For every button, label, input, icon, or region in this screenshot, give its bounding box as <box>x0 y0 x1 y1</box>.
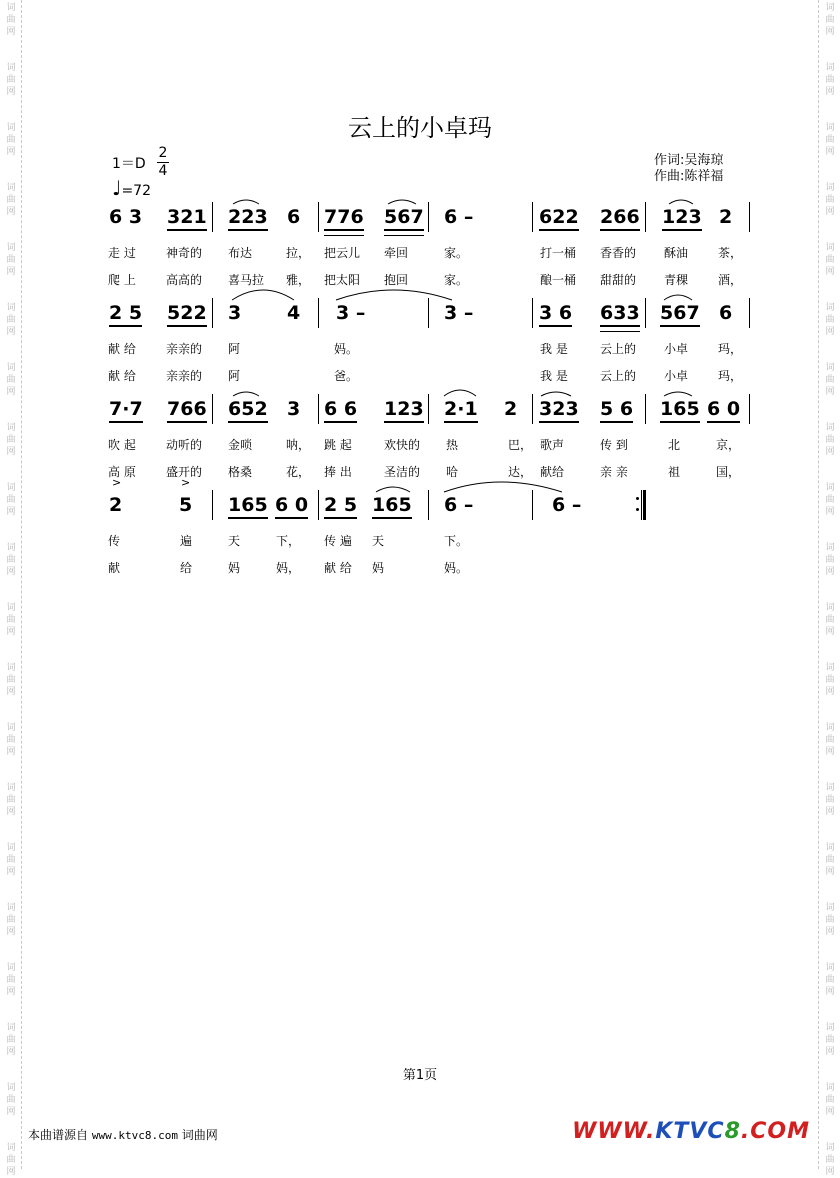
watermark-text: 词曲网 <box>825 783 835 817</box>
note-group: 2 <box>109 494 123 516</box>
watermark-text: 词曲网 <box>825 3 835 37</box>
time-signature <box>157 145 169 180</box>
note-group: 522 <box>167 302 207 327</box>
accent-mark: > <box>112 476 122 489</box>
quarter-note-icon: ♩ <box>112 176 122 200</box>
barline <box>428 490 429 520</box>
note-group: 2 5 <box>109 302 142 327</box>
barline <box>428 298 429 328</box>
composer-credit: 作曲:陈祥福 <box>654 169 724 184</box>
note-group: 323 <box>539 398 579 423</box>
barline <box>645 298 646 328</box>
watermark-text: 词曲网 <box>825 243 835 277</box>
watermark-text: 词曲网 <box>825 183 835 217</box>
barline <box>212 394 213 424</box>
watermark-text: 词曲网 <box>6 183 16 217</box>
time-signature-bottom: 4 <box>158 163 168 179</box>
note-group: 633 <box>600 302 640 327</box>
repeat-end-barline <box>636 490 646 520</box>
barline <box>532 202 533 232</box>
barline <box>532 394 533 424</box>
watermark-text: 词曲网 <box>6 723 16 757</box>
note-group: 6 0 <box>707 398 740 423</box>
barline <box>749 394 750 424</box>
watermark-text: 词曲网 <box>6 843 16 877</box>
watermark-text: 词曲网 <box>825 303 835 337</box>
source-url[interactable]: www.ktvc8.com <box>91 1129 178 1142</box>
watermark-text: 词曲网 <box>825 123 835 157</box>
note-group: 165 <box>660 398 700 423</box>
note-group: 2·1 <box>444 398 478 423</box>
watermark-text: 词曲网 <box>6 603 16 637</box>
note-group: 5 6 <box>600 398 633 423</box>
page-number: 第1页 <box>402 1068 438 1083</box>
watermark-text: 词曲网 <box>825 663 835 697</box>
barline <box>318 490 319 520</box>
slur-marks <box>0 474 840 514</box>
watermark-text: 词曲网 <box>6 903 16 937</box>
barline <box>428 394 429 424</box>
note-group: 622 <box>539 206 579 231</box>
watermark-text: 词曲网 <box>825 1083 835 1117</box>
note-group: 567 <box>384 206 424 231</box>
barline <box>212 202 213 232</box>
note-group: 6 6 <box>324 398 357 423</box>
watermark-text: 词曲网 <box>6 1083 16 1117</box>
barline <box>428 202 429 232</box>
watermark-text: 词曲网 <box>825 903 835 937</box>
watermark-text: 词曲网 <box>6 243 16 277</box>
song-title: 云上的小卓玛 <box>348 114 492 142</box>
barline <box>749 202 750 232</box>
right-watermark-strip <box>818 0 840 1177</box>
barline <box>645 394 646 424</box>
note-group: 266 <box>600 206 640 231</box>
note-group: 6 <box>719 302 733 324</box>
watermark-text: 词曲网 <box>825 423 835 457</box>
note-group: 3 – <box>444 302 474 324</box>
watermark-text: 词曲网 <box>825 483 835 517</box>
watermark-text: 词曲网 <box>6 363 16 397</box>
watermark-text: 词曲网 <box>6 423 16 457</box>
watermark-text: 词曲网 <box>825 63 835 97</box>
key-signature: 1＝D <box>112 156 146 172</box>
tempo-value: =72 <box>121 183 151 199</box>
watermark-text: 词曲网 <box>825 1023 835 1057</box>
barline <box>749 298 750 328</box>
watermark-text: 词曲网 <box>6 3 16 37</box>
barline <box>212 298 213 328</box>
lyricist-credit: 作词:吴海琼 <box>654 153 724 168</box>
source-note <box>28 1126 218 1143</box>
watermark-text: 词曲网 <box>6 963 16 997</box>
note-group: 2 5 <box>324 494 357 519</box>
barline <box>318 202 319 232</box>
watermark-text: 词曲网 <box>825 843 835 877</box>
watermark-text: 词曲网 <box>6 783 16 817</box>
credits <box>654 153 723 185</box>
watermark-text: 词曲网 <box>825 963 835 997</box>
watermark-text: 词曲网 <box>6 1143 16 1177</box>
source-suffix: 词曲网 <box>181 1128 218 1142</box>
note-group: 652 <box>228 398 268 423</box>
note-group: 6 3 <box>109 206 143 228</box>
note-group: 321 <box>167 206 207 231</box>
note-group: 4 <box>287 302 301 324</box>
note-group: 223 <box>228 206 268 231</box>
watermark-text: 词曲网 <box>6 63 16 97</box>
note-group: 6 – <box>444 494 474 516</box>
note-group: 6 0 <box>275 494 308 519</box>
note-group: 6 – <box>444 206 474 228</box>
note-group: 6 – <box>552 494 582 516</box>
note-group: 2 <box>504 398 518 420</box>
note-group: 165 <box>372 494 412 519</box>
watermark-text: 词曲网 <box>6 543 16 577</box>
left-watermark-strip <box>0 0 22 1177</box>
note-group: 2 <box>719 206 733 228</box>
watermark-text: 词曲网 <box>6 303 16 337</box>
time-signature-top: 2 <box>158 145 168 161</box>
barline <box>318 394 319 424</box>
note-group: 3 <box>287 398 301 420</box>
barline <box>645 202 646 232</box>
source-prefix: 本曲谱源自 <box>28 1128 89 1142</box>
watermark-text: 词曲网 <box>6 663 16 697</box>
barline <box>318 298 319 328</box>
watermark-text: 词曲网 <box>825 603 835 637</box>
accent-mark: > <box>181 476 191 489</box>
watermark-text: 词曲网 <box>6 483 16 517</box>
note-group: 766 <box>167 398 207 423</box>
watermark-text: 词曲网 <box>825 723 835 757</box>
watermark-text: 词曲网 <box>6 1023 16 1057</box>
note-group: 567 <box>660 302 700 327</box>
barline <box>532 490 533 520</box>
barline <box>212 490 213 520</box>
watermark-text: 词曲网 <box>6 123 16 157</box>
watermark-text: 词曲网 <box>825 1143 835 1177</box>
note-group: 165 <box>228 494 268 519</box>
site-logo[interactable]: WWW.KTVC8.COM <box>572 1119 810 1144</box>
note-group: 123 <box>662 206 702 231</box>
note-group: 7·7 <box>109 398 143 423</box>
note-group: 123 <box>384 398 424 423</box>
note-group: 3 – <box>336 302 366 324</box>
note-group: 776 <box>324 206 364 231</box>
note-group: 5 <box>179 494 193 516</box>
barline <box>532 298 533 328</box>
watermark-text: 词曲网 <box>825 363 835 397</box>
note-group: 6 <box>287 206 301 228</box>
note-group: 3 <box>228 302 242 324</box>
note-group: 3 6 <box>539 302 572 327</box>
watermark-text: 词曲网 <box>825 543 835 577</box>
